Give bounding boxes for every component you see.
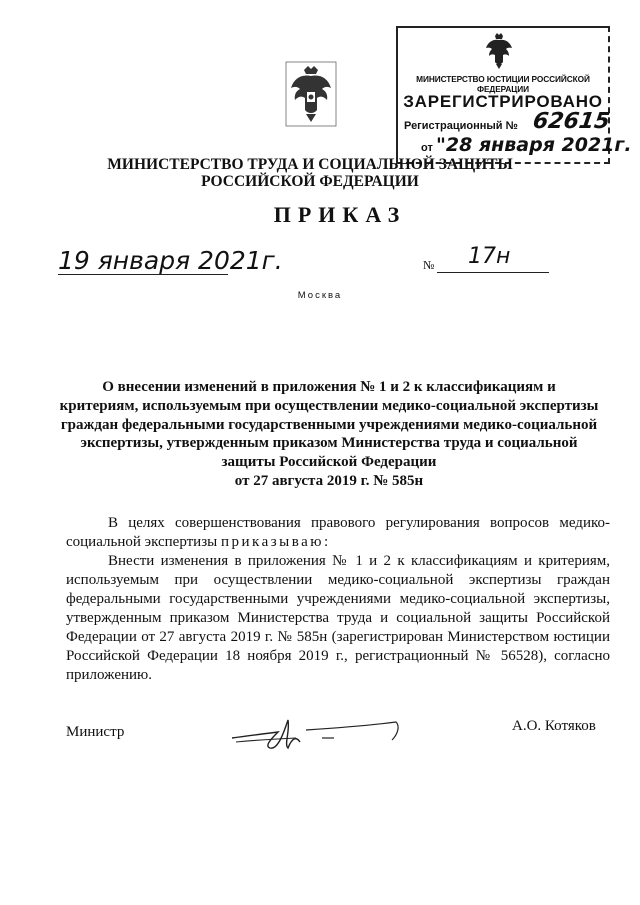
ministry-line-2: РОССИЙСКОЙ ФЕДЕРАЦИИ — [201, 173, 419, 190]
ministry-line-1: МИНИСТЕРСТВО ТРУДА И СОЦИАЛЬНОЙ ЗАЩИТЫ — [107, 156, 513, 173]
stamp-ministry: МИНИСТЕРСТВО ЮСТИЦИИ РОССИЙСКОЙ ФЕДЕРАЦИИ — [416, 74, 590, 94]
preamble-paragraph — [66, 514, 610, 552]
subject-line: критериям, используемым при осуществлении медико-социальной экспертизы — [59, 397, 599, 414]
subject-line: от 27 августа 2019 г. № 585н — [234, 472, 424, 489]
stamp-status: ЗАРЕГИСТРИРОВАНО — [403, 92, 603, 111]
order-paragraph: Внести изменения в приложения № 1 и 2 к классификациям и критериям, используемым при осуществлении медико-социальной экспертизы граждан федеральными государственными учреждениями медико-социальной экспертизы, утвержденным приказом Министерства труда и социальной защиты Российской Федерации от 27 августа 2019 г. № 585н (зарегистрирован Министерством юстиции Российской Федерации 18 ноября 2019 г., регистрационный № 56528), согласно приложению. — [66, 553, 610, 683]
subject-line: граждан федеральными государственными учреждениями медико-социальной — [60, 416, 598, 433]
coat-of-arms-icon — [282, 58, 340, 130]
stamp-date-label: от — [421, 142, 433, 154]
number-underline — [437, 272, 549, 273]
subject-line: О внесении изменений в приложения № 1 и 2 к классификациям и — [102, 379, 556, 395]
document-type: ПРИКАЗ — [273, 202, 407, 227]
number-sign: № — [423, 258, 435, 272]
preamble-text: В целях совершенствования правового регулирования вопросов медико-социальной экспертизы — [66, 515, 610, 550]
order-subject — [56, 378, 602, 491]
stamp-date: "28 января 2021г. — [436, 134, 632, 156]
order-number: 17н — [468, 244, 511, 269]
subject-line: защиты Российской Федерации — [221, 454, 437, 471]
order-word: приказываю: — [220, 534, 331, 550]
ministry-name — [100, 156, 520, 190]
city: Москва — [297, 290, 343, 301]
order-body — [66, 514, 610, 685]
signer-name: А.О. Котяков — [512, 718, 596, 734]
stamp-coat-of-arms-icon — [480, 30, 518, 72]
date-underline — [58, 274, 228, 275]
subject-line: экспертизы, утвержденным приказом Министерства труда и социальной — [80, 435, 578, 452]
signer-title: Министр — [66, 724, 125, 740]
order-date: 19 января 2021г. — [58, 246, 283, 275]
handwritten-signature — [226, 708, 410, 754]
stamp-reg-label: Регистрационный № — [404, 120, 518, 132]
stamp-reg-number: 62615 — [531, 109, 612, 134]
